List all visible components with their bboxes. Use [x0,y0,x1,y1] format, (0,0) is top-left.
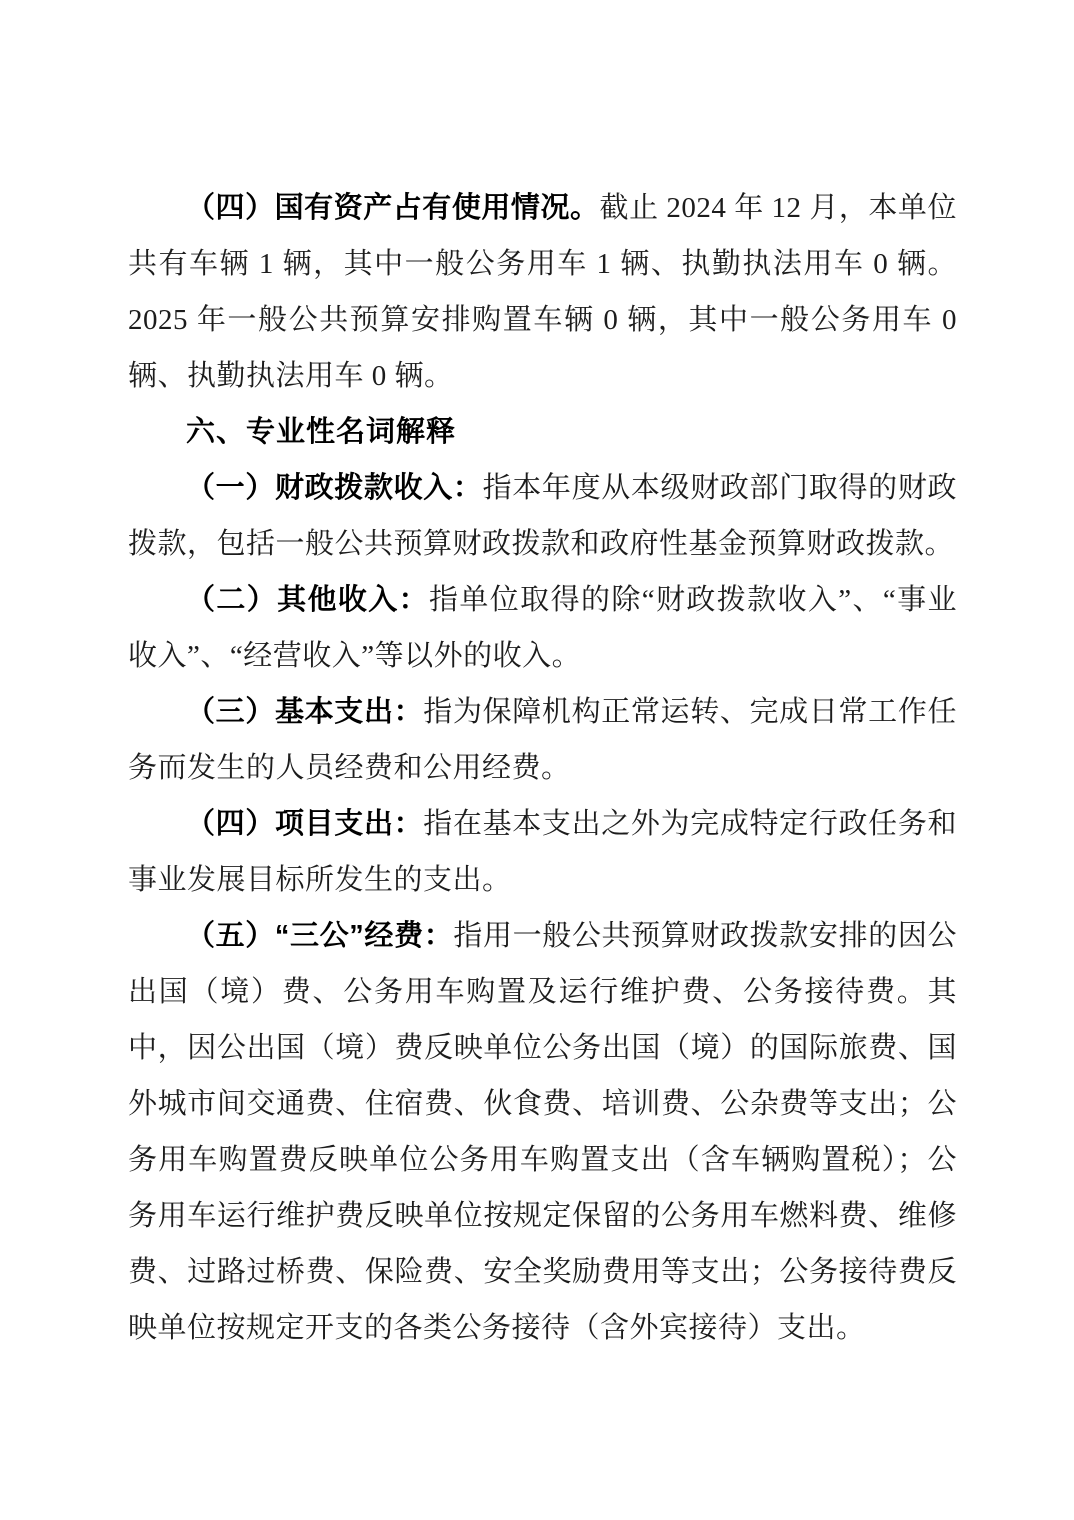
paragraph [128,460,957,572]
paragraph-text: 指本年度从本级财政部门取得的财政拨款，包括一般公共预算财政拨款和政府性基金预算财政拨款。 [128,472,957,560]
paragraph-lead: （四）项目支出： [186,808,424,840]
paragraph [128,572,957,684]
paragraph-lead: （四）国有资产占有使用情况。 [186,192,600,224]
paragraph-lead: （三）基本支出： [186,696,424,728]
paragraph [128,908,957,1356]
document-body [128,180,957,1356]
paragraph [128,796,957,908]
paragraph-lead: 六、专业性名词解释 [186,416,457,448]
paragraph-lead: （一）财政拨款收入： [186,472,483,504]
paragraph-lead: （二）其他收入： [186,584,430,616]
paragraph-text: 指单位取得的除“财政拨款收入”、“事业收入”、“经营收入”等以外的收入。 [128,584,957,672]
paragraph [128,684,957,796]
paragraph [128,180,957,404]
paragraph-text: 指用一般公共预算财政拨款安排的因公出国（境）费、公务用车购置及运行维护费、公务接待费。其中，因公出国（境）费反映单位公务出国（境）的国际旅费、国外城市间交通费、住宿费、伙食费、培训费、公杂费等支出；公务用车购置费反映单位公务用车购置支出（含车辆购置税）；公务用车运行维护费反映单位按规定保留的公务用车燃料费、维修费、过路过桥费、保险费、安全奖励费用等支出；公务接待费反映单位按规定开支的各类公务接待（含外宾接待）支出。 [128,920,957,1344]
paragraph-text: 指为保障机构正常运转、完成日常工作任务而发生的人员经费和公用经费。 [128,696,957,784]
paragraph-text: 指在基本支出之外为完成特定行政任务和事业发展目标所发生的支出。 [128,808,957,896]
paragraph-lead: （五）“三公”经费： [186,920,454,952]
paragraph [128,404,957,460]
paragraph-text: 截止 2024 年 12 月，本单位共有车辆 1 辆，其中一般公务用车 1 辆、执勤执法用车 0 辆。2025 年一般公共预算安排购置车辆 0 辆，其中一般公务用车 0 辆、执勤执法用车 0 辆。 [128,192,957,392]
